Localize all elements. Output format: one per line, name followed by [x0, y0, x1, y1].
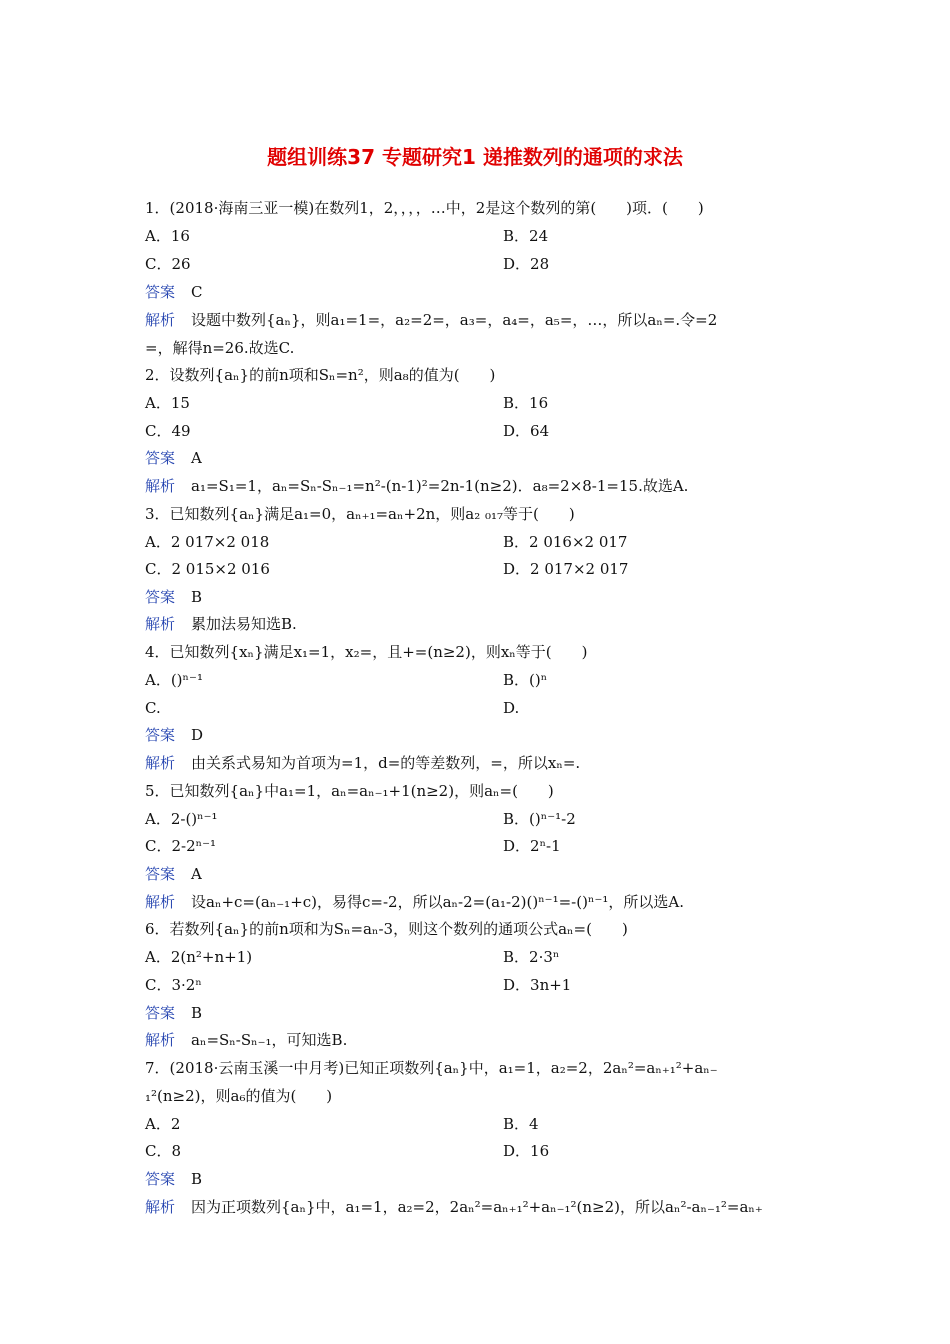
- answer-label: 答案: [145, 283, 176, 301]
- q5-analysis-line-1: [145, 889, 810, 915]
- analysis-label: 解析: [145, 477, 176, 495]
- question-7-stem-line-1: 7．(2018·云南玉溪一中月考)已知正项数列{aₙ}中，a₁=1，a₂=2，2aₙ²=aₙ₊₁²+aₙ₋: [145, 1059, 718, 1077]
- q7-option-c: C．8: [145, 1142, 182, 1160]
- q3-analysis-line-1: [145, 611, 810, 637]
- q5-answer-line: [145, 861, 810, 887]
- question-2-stem: 2．设数列{aₙ}的前n项和Sₙ=n²，则a₈的值为( ): [145, 366, 496, 384]
- q4-option-a: A．()ⁿ⁻¹: [145, 671, 203, 689]
- analysis-label: 解析: [145, 615, 176, 633]
- q6-option-c: C．3·2ⁿ: [145, 976, 202, 994]
- q5-option-d: D．2ⁿ-1: [503, 837, 561, 855]
- q7-option-b: B．4: [503, 1115, 539, 1133]
- q6-option-a: A．2(n²+n+1): [145, 948, 253, 966]
- q6-option-d: D．3n+1: [503, 976, 572, 994]
- answer-label: 答案: [145, 449, 176, 467]
- q4-option-b: B．()ⁿ: [503, 671, 548, 689]
- q3-option-d: D．2 017×2 017: [503, 560, 629, 578]
- analysis-label: 解析: [145, 1198, 176, 1216]
- q6-analysis-1: aₙ=Sₙ-Sₙ₋₁，可知选B.: [191, 1031, 348, 1049]
- q7-analysis-line-1: [145, 1194, 810, 1220]
- q3-answer: B: [191, 588, 203, 606]
- q3-option-a: A．2 017×2 018: [145, 533, 270, 551]
- analysis-label: 解析: [145, 754, 176, 772]
- q2-analysis-line-1: [145, 473, 810, 499]
- q1-analysis-line-1: [145, 307, 810, 333]
- q6-option-b: B．2·3ⁿ: [503, 948, 560, 966]
- q7-analysis-1: 因为正项数列{aₙ}中，a₁=1，a₂=2，2aₙ²=aₙ₊₁²+aₙ₋₁²(n≥2)，所以aₙ²-aₙ₋₁²=aₙ₊: [191, 1198, 763, 1216]
- question-4-stem: 4．已知数列{xₙ}满足x₁=1，x₂=，且+=(n≥2)，则xₙ等于( ): [145, 643, 588, 661]
- q3-answer-line: [145, 584, 810, 610]
- q5-answer: A: [191, 865, 202, 883]
- analysis-label: 解析: [145, 1031, 176, 1049]
- q2-option-d: D．64: [503, 422, 550, 440]
- q1-option-c: C．26: [145, 255, 191, 273]
- q7-answer-line: [145, 1166, 810, 1192]
- page-title: 题组训练37 专题研究1 递推数列的通项的求法: [267, 145, 683, 169]
- q4-analysis-line-1: [145, 750, 810, 776]
- q1-answer: C: [191, 283, 203, 301]
- q5-option-b: B．()ⁿ⁻¹-2: [503, 810, 576, 828]
- q4-answer-line: [145, 722, 810, 748]
- q2-answer-line: [145, 445, 810, 471]
- answer-label: 答案: [145, 588, 176, 606]
- q5-analysis-1: 设aₙ+c=(aₙ₋₁+c)，易得c=-2，所以aₙ-2=(a₁-2)()ⁿ⁻¹=-()ⁿ⁻¹，所以选A.: [191, 893, 684, 911]
- q7-option-a: A．2: [145, 1115, 181, 1133]
- q1-analysis-line-2: =，解得n=26.故选C.: [145, 339, 295, 357]
- q7-answer: B: [191, 1170, 203, 1188]
- answer-label: 答案: [145, 726, 176, 744]
- q1-option-d: D．28: [503, 255, 550, 273]
- q1-option-a: A．16: [145, 227, 190, 245]
- q4-answer: D: [191, 726, 204, 744]
- question-1-stem: 1．(2018·海南三亚一模)在数列1，2，，，，…中，2是这个数列的第( )项．( ): [145, 199, 704, 217]
- q2-option-c: C．49: [145, 422, 191, 440]
- q3-option-b: B．2 016×2 017: [503, 533, 628, 551]
- question-6-stem: 6．若数列{aₙ}的前n项和为Sₙ=aₙ-3，则这个数列的通项公式aₙ=( ): [145, 920, 628, 938]
- q6-answer: B: [191, 1004, 203, 1022]
- q4-option-c: C.: [145, 699, 161, 717]
- answer-label: 答案: [145, 1170, 176, 1188]
- q1-answer-line: [145, 279, 810, 305]
- q1-option-b: B．24: [503, 227, 549, 245]
- q2-analysis-1: a₁=S₁=1，aₙ=Sₙ-Sₙ₋₁=n²-(n-1)²=2n-1(n≥2)．a₈=2×8-1=15.故选A.: [191, 477, 689, 495]
- answer-label: 答案: [145, 865, 176, 883]
- q6-analysis-line-1: [145, 1027, 810, 1053]
- question-7-stem-line-2: ₁²(n≥2)，则a₆的值为( ): [145, 1087, 333, 1105]
- q4-analysis-1: 由关系式易知为首项为=1，d=的等差数列，=，所以xₙ=.: [191, 754, 581, 772]
- analysis-label: 解析: [145, 893, 176, 911]
- q3-option-c: C．2 015×2 016: [145, 560, 270, 578]
- analysis-label: 解析: [145, 311, 176, 329]
- question-5-stem: 5．已知数列{aₙ}中a₁=1，aₙ=aₙ₋₁+1(n≥2)，则aₙ=( ): [145, 782, 554, 800]
- q2-answer: A: [191, 449, 202, 467]
- q5-option-c: C．2-2ⁿ⁻¹: [145, 837, 217, 855]
- q4-option-d: D.: [503, 699, 520, 717]
- q3-analysis-1: 累加法易知选B.: [191, 615, 297, 633]
- q1-analysis-1: 设题中数列{aₙ}，则a₁=1=，a₂=2=，a₃=，a₄=，a₅=，…，所以aₙ=.令=2: [191, 311, 718, 329]
- answer-label: 答案: [145, 1004, 176, 1022]
- q7-option-d: D．16: [503, 1142, 550, 1160]
- question-3-stem: 3．已知数列{aₙ}满足a₁=0，aₙ₊₁=aₙ+2n，则a₂ ₀₁₇等于( ): [145, 505, 575, 523]
- q2-option-a: A．15: [145, 394, 190, 412]
- q2-option-b: B．16: [503, 394, 549, 412]
- q6-answer-line: [145, 1000, 810, 1026]
- q5-option-a: A．2-()ⁿ⁻¹: [145, 810, 218, 828]
